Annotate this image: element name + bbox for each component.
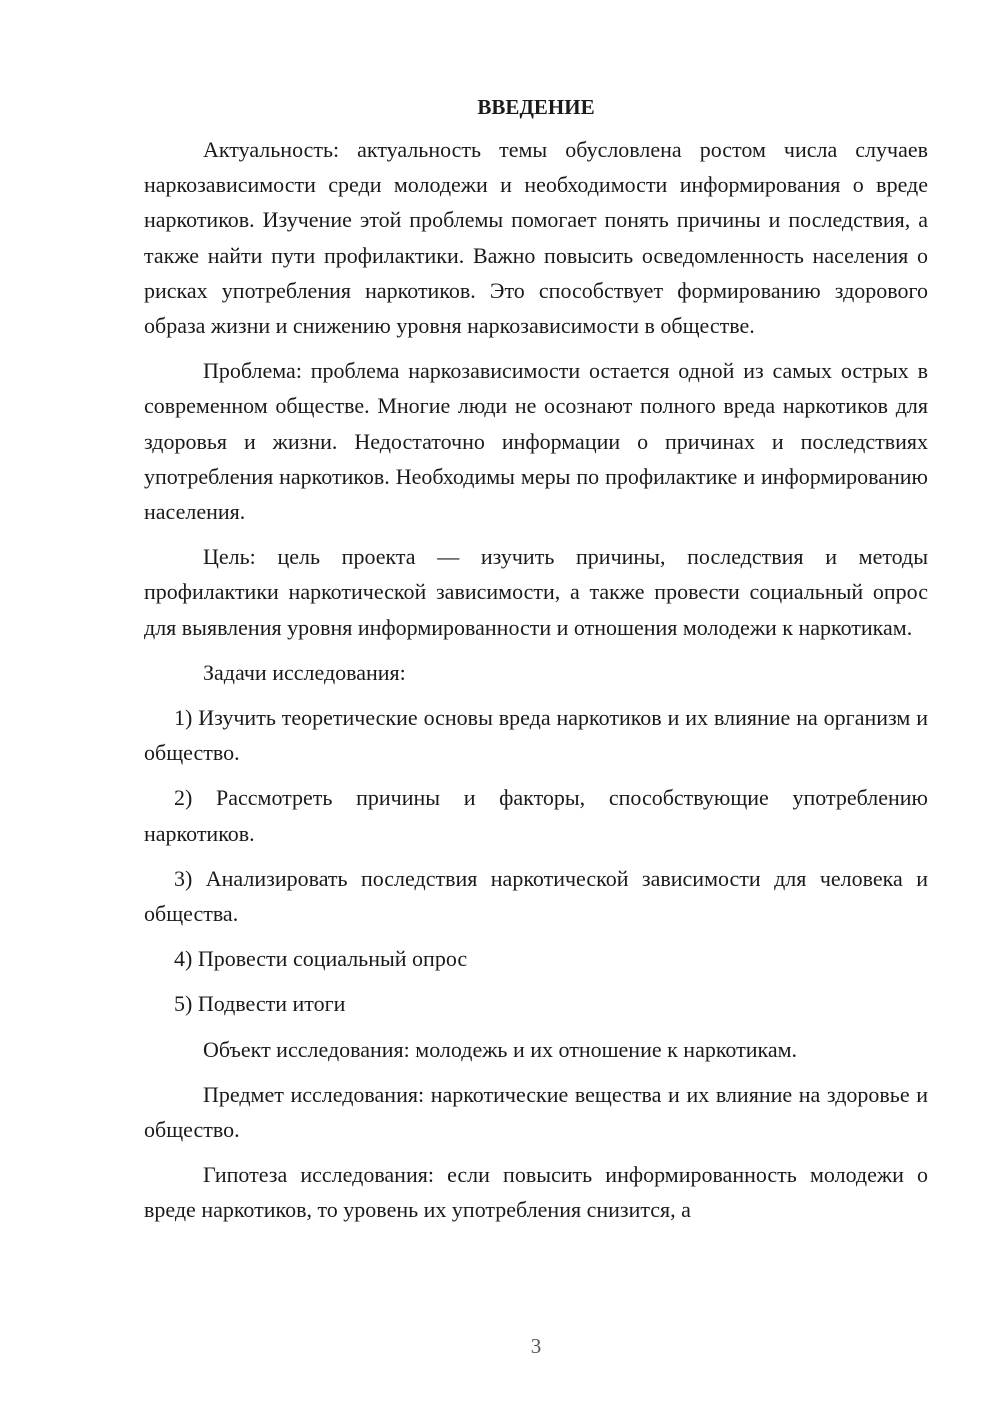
task-item-3: 3) Анализировать последствия наркотической зависимости для человека и общества. <box>144 865 928 927</box>
goal-paragraph: Цель: цель проекта — изучить причины, последствия и методы профилактики наркотической зависимости, а также провести социальный опрос для выявления уровня информированности и отношения молодежи к наркотикам. <box>144 544 928 640</box>
task-item-5: 5) Подвести итоги <box>174 991 346 1017</box>
object-paragraph: Объект исследования: молодежь и их отношение к наркотикам. <box>203 1036 798 1062</box>
section-title: ВВЕДЕНИЕ <box>477 95 595 119</box>
hypothesis-paragraph: Гипотеза исследования: если повысить информированность молодежи о вреде наркотиков, то уровень их употребления снизится, а <box>144 1162 928 1223</box>
page-number: 3 <box>530 1334 542 1358</box>
document-body <box>144 90 928 1238</box>
task-item-1: 1) Изучить теоретические основы вреда наркотиков и их влияние на организм и общество. <box>144 705 928 766</box>
subject-paragraph: Предмет исследования: наркотические вещества и их влияние на здоровье и общество. <box>144 1081 928 1143</box>
task-item-2: 2) Рассмотреть причины и факторы, способствующие употреблению наркотиков. <box>144 785 928 846</box>
tasks-heading: Задачи исследования: <box>203 659 406 685</box>
task-item-4: 4) Провести социальный опрос <box>174 946 468 972</box>
relevance-paragraph: Актуальность: актуальность темы обусловлена ростом числа случаев наркозависимости среди молодежи и необходимости информирования о вреде наркотиков. Изучение этой проблемы помогает понять причины и последствия, а также найти пути профилактики. Важно повысить осведомленность населения о рисках употребления наркотиков. Это способствует формированию здорового образа жизни и снижению уровня наркозависимости в обществе. <box>144 137 928 339</box>
problem-paragraph: Проблема: проблема наркозависимости остается одной из самых острых в современном обществе. Многие люди не осознают полного вреда наркотиков для здоровья и жизни. Недостаточно информации о причинах и последствиях употребления наркотиков. Необходимы меры по профилактике и информированию населения. <box>144 358 928 525</box>
